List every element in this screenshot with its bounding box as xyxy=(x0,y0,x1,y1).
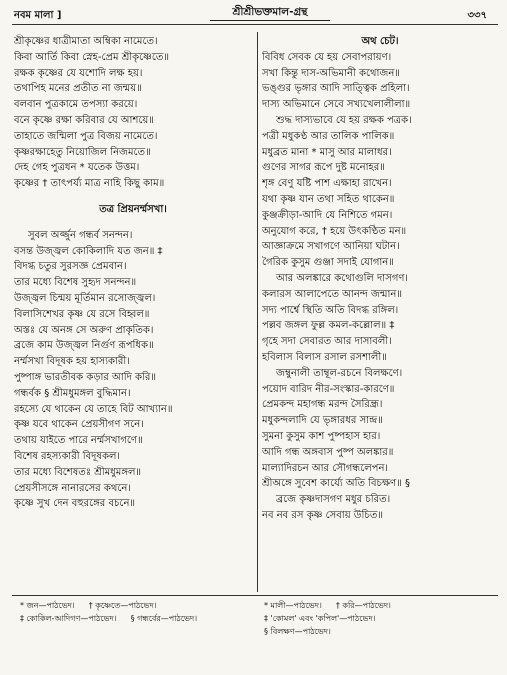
verse-line: গুণের সাগর রূপে দুষ্ট মনোহর॥ xyxy=(262,162,385,174)
verse-line: পুষ্পাঙ্গ ভারতীবক কড়ার আদি করি॥ xyxy=(14,371,157,383)
footnote: † করি—পাঠভেদ। xyxy=(335,601,391,610)
verse-line: আজ্ঞাক্রমে সখাগণে আনিয়া ঘটান। xyxy=(262,241,400,253)
page-number: ৩৩৭ xyxy=(467,10,487,21)
verse-line: সদ্য পার্শ্বে স্থিতি অতি বিদগ্ধ রঙ্গিল। xyxy=(262,304,399,316)
footnote-row xyxy=(264,613,496,626)
verse-line: ব্রজে কৃষ্ণদাসগণ মধুর চরিত। xyxy=(276,494,391,506)
verse-line: ভঙ্গুর ভৃঙ্গার আদি সাত্ত্বিক প্রহিলা। xyxy=(262,83,410,95)
verse-line: বিবিধ সেবক যে হয় সেবাপরায়ণ। xyxy=(262,51,392,63)
verse-line: বলবান পুত্রকামে তপস্যা করয়ে। xyxy=(14,99,138,111)
running-title: শ্রীশ্রীভক্তমাল-গ্রন্থ xyxy=(210,5,330,21)
verse-line: অস্তঃ যে অনঙ্গ সে অরুণ প্রাকৃতিক। xyxy=(14,324,154,336)
verse-line: তার মধ্যে বিশেষতঃ শ্রীমধুমঙ্গল॥ xyxy=(14,466,142,478)
footnote: § বিলক্ষণ—পাঠভেদ। xyxy=(264,627,331,636)
verse-line: বিদগ্ধ চতুর সুরসজ্ঞ প্রেমবান। xyxy=(14,261,127,273)
verse-line: প্রেয়সীসঙ্গে নানারসের কথনে। xyxy=(14,482,131,494)
verse-line: তথাপিহ মনের প্রতীত না জন্ময়॥ xyxy=(14,83,142,95)
verse-line: প্রেমকন্দ মহাগন্ধ মরন্দ সৈরিন্ধ্র। xyxy=(262,399,383,411)
section-gap xyxy=(14,218,252,228)
verse-line: আদি গন্ধ অঙ্গবাস পুষ্প অলঙ্কার॥ xyxy=(262,446,394,458)
verse-line: শুদ্ধ দাস্যভাবে যে হয় রক্ষক পত্রক। xyxy=(276,114,412,126)
verse-line: মধুব্রত মানা * মাসু আর মালাধর। xyxy=(262,146,392,158)
verse-line: কৃষ্ণ যবে থাকেন প্রেয়সীগণ সনে। xyxy=(14,419,144,431)
verse-line: কৃষ্ণে সুখ দেন বহুরঙ্গের বচনে॥ xyxy=(14,498,136,510)
verse-line: শৃঙ্গ বেণু যষ্টি পাশ এক্ষাহা রাখেন। xyxy=(262,178,392,190)
footnote: ‡ 'কোমল' এবং 'কপিল'—পাঠভেদ। xyxy=(264,614,376,623)
verse-line: তাহাতে জন্মিলা পুত্র বিজয় নামেতে। xyxy=(14,130,158,142)
verse-line: বসন্ত উজ্জ্বল কোকিলাদি যত জন॥ ‡ xyxy=(14,245,163,257)
header-rule xyxy=(12,24,498,25)
verse-line: তার মধ্যে বিশেষ সুহৃদ সনন্দন॥ xyxy=(14,277,137,289)
verse-line: ব্রজে কাম উজ্জ্বল নির্গুণ রূপধিক॥ xyxy=(14,340,154,352)
verse-line: শ্রীঅঙ্গে সুবেশ কার্য্যে অতি বিচক্ষণ॥ § xyxy=(262,478,410,490)
column-divider xyxy=(257,32,258,592)
verse-line: নব নব রস কৃষ্ণ সেবায় উচিত॥ xyxy=(262,509,383,521)
footnote-row xyxy=(264,626,496,639)
footnote: † কৃষ্ণেতে—পাঠভেদ। xyxy=(88,601,157,610)
footnote: * মালী—পাঠভেদ। xyxy=(264,601,322,610)
footnotes-right xyxy=(264,600,496,639)
verse-line: সখা কিন্তু দাস-অভিমানী কথোজন॥ xyxy=(262,67,400,79)
verse-line: কুঞ্জক্রীড়া-আদি যে নিশিতে গমন। xyxy=(262,209,393,221)
verse-line: দেহ গেহ পুত্রধন * যতেক উত্তম। xyxy=(14,162,140,174)
verse-line: উজ্জ্বল চিন্ময় মূর্তিমান রসোজ্জ্বল। xyxy=(14,292,156,304)
verse-line: সুমনা কুসুম কাশ পুষ্পহাস হার। xyxy=(262,430,381,442)
footnote: § গন্ধর্বের—পাঠভেদ। xyxy=(130,614,198,623)
verse-line: অনুযোগ করে, † হয়ে উৎকণ্ঠিত মন॥ xyxy=(262,225,407,237)
verse-line: গন্ধর্বক § শ্রীমধুমঙ্গল বুদ্ধিমান। xyxy=(14,387,131,399)
chapter-label: নবম মালা ] xyxy=(14,10,62,21)
section-heading: তত্র প্রিয়নর্ম্মসখা। xyxy=(99,203,167,215)
verse-line: জম্বুনালী তাম্বূল-রচনে বিলক্ষণে। xyxy=(276,367,403,379)
verse-line: নর্ম্মসখা বিদূষক হয় হাস্যকারী। xyxy=(14,356,130,368)
verse-line: দাস্য অভিমানে সেবে সখ্যখেলালীলা॥ xyxy=(262,99,411,111)
verse-line: রক্ষক কৃষ্ণের যে যশোদি লক্ষ হয়। xyxy=(14,67,143,79)
verse-line: হবিলাস বিলাস রসাল রসশালী॥ xyxy=(262,351,387,363)
verse-line: পত্রী মধুকণ্ঠ আর তালিক পালিক॥ xyxy=(262,130,395,142)
verse-line: কৃষ্ণের † তাৎপর্য্য মাত্র নাহি কিছু কাম॥ xyxy=(14,178,165,190)
footnote: * জন—পাঠভেদ। xyxy=(20,601,75,610)
verse-line: যথা কৃষ্ণ যান তথা সহিত থাকেন॥ xyxy=(262,193,395,205)
verse-line: শ্রীকৃষ্ণের ধাত্রীমাতা অম্বিকা নামেতে। xyxy=(14,36,158,47)
verse-line: কিবা আর্তি কিবা স্নেহ-প্রেম শ্রীকৃষ্ণেতে॥ xyxy=(14,51,169,63)
footnote-row xyxy=(20,600,252,613)
section-heading: অথ চেট। xyxy=(361,36,399,47)
verse-line: পল্লব জঙ্গল ফুল্ল কমল-কল্লোল॥ ‡ xyxy=(262,320,395,332)
section-gap xyxy=(14,192,252,202)
footnotes-left xyxy=(20,600,252,626)
verse-line: গৃহে সদা সেবারত আর দাসাবলী। xyxy=(262,336,392,348)
footnote: ‡ কোকিল-আদিগণ—পাঠভেদ। xyxy=(20,614,117,623)
verse-line: বনে কৃষ্ণে রক্ষা করিবার যে আশয়ে॥ xyxy=(14,114,154,126)
footnote-rule xyxy=(12,595,498,596)
verse-line: পয়োদ বারিদ নীর-সংস্কার-কারণে॥ xyxy=(262,383,395,395)
verse-line: কলারস আলাপেতে আনন্দ জন্মান॥ xyxy=(262,288,403,300)
verse-line: মাল্যাদিরচন আর সৌগন্ধলেপন। xyxy=(262,462,389,474)
left-column xyxy=(14,34,252,512)
verse-line: তথায় যাইতে পারে নর্ম্মসখাগণে॥ xyxy=(14,435,143,447)
footnote-row xyxy=(20,613,252,626)
verse-line: মধুকন্দলাদি যে ভৃঙ্গারধর সান্দ্র॥ xyxy=(262,415,383,427)
verse-line: বিলাসিশেখর কৃষ্ণ যে রসে বিহ্বল॥ xyxy=(14,308,150,320)
footnote-row xyxy=(264,600,496,613)
verse-line: গৈরিক কুসুম গুঞ্জা সদাই যোগান॥ xyxy=(262,257,394,269)
verse-line: বিশেষ রহস্যকারী বিদূষকল। xyxy=(14,450,120,462)
verse-line: সুবল অর্জ্জুন গন্ধর্ব সনন্দন। xyxy=(28,229,133,241)
verse-line: কৃষ্ণরক্ষাহেতু নিয়োজিল নিজমতে॥ xyxy=(14,146,151,158)
verse-line: আর অলঙ্কারে কথোগুলি দাসগণ। xyxy=(276,272,408,284)
right-column xyxy=(262,34,498,524)
verse-line: রহস্যে যে থাকেন যে তাহে বিট আখ্যান॥ xyxy=(14,403,173,415)
